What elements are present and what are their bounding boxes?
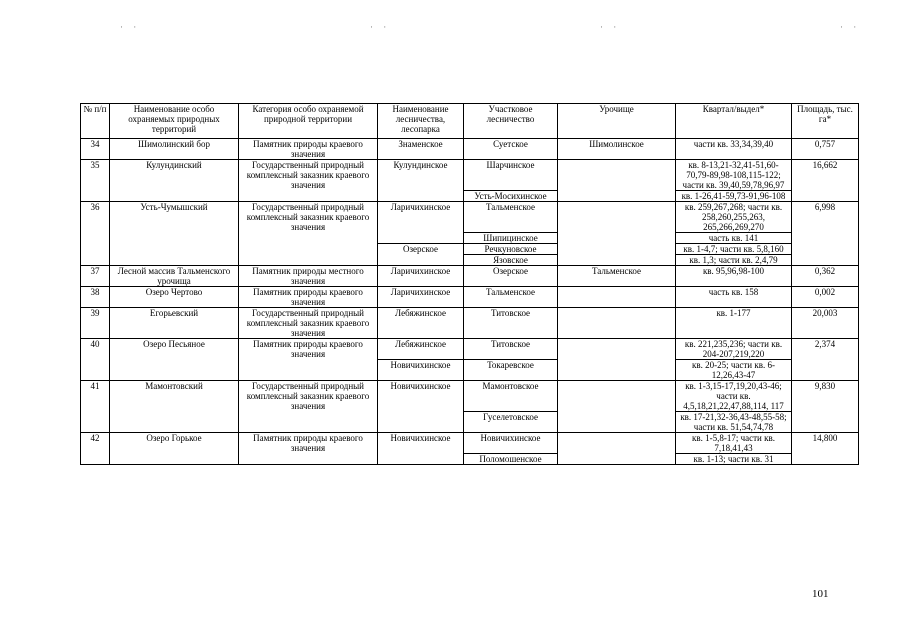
cell-area: 2,374 — [792, 339, 859, 381]
cell-quarter: кв. 1-26,41-59,73-91,96-108 — [676, 191, 792, 202]
cell-category: Государственный природный комплексный заказник краевого значения — [239, 308, 378, 339]
cell-forestry: Знаменское — [378, 139, 464, 160]
header-district: Участковое лесничество — [464, 104, 558, 139]
cell-forestry: Новичихинское — [378, 360, 464, 381]
cell-category: Памятник природы краевого значения — [239, 433, 378, 465]
cell-quarter: кв. 1,3; части кв. 2,4,79 — [676, 255, 792, 266]
scan-specks: · · · · · · · · — [120, 22, 861, 32]
header-area: Площадь, тыс. га* — [792, 104, 859, 139]
cell-forestry: Озерское — [378, 244, 464, 266]
table-row — [81, 139, 859, 160]
cell-category: Государственный природный комплексный заказник краевого значения — [239, 160, 378, 202]
header-forestry: Наименование лесничества, лесопарка — [378, 104, 464, 139]
cell-category: Государственный природный комплексный заказник краевого значения — [239, 202, 378, 266]
cell-num: 36 — [81, 202, 110, 266]
header-category: Категория особо охраняемой природной территории — [239, 104, 378, 139]
cell-district: Суетское — [464, 139, 558, 160]
table-row — [81, 308, 859, 339]
cell-district: Токаревское — [464, 360, 558, 381]
cell-quarter: кв. 1-13; части кв. 31 — [676, 454, 792, 465]
header-name: Наименование особо охраняемых природных территорий — [110, 104, 239, 139]
cell-forestry: Новичихинское — [378, 381, 464, 433]
table-row — [81, 287, 859, 308]
cell-quarter: кв. 20-25; части кв. 6-12,26,43-47 — [676, 360, 792, 381]
cell-area: 16,662 — [792, 160, 859, 202]
header-quarter: Квартал/выдел* — [676, 104, 792, 139]
cell-forestry: Ларичихинское — [378, 202, 464, 244]
cell-area: 20,003 — [792, 308, 859, 339]
cell-district: Гуселетовское — [464, 412, 558, 433]
cell-quarter: кв. 221,235,236; части кв. 204-207,219,220 — [676, 339, 792, 360]
table-row — [81, 160, 859, 191]
cell-district: Титовское — [464, 308, 558, 339]
cell-name: Шимолинский бор — [110, 139, 239, 160]
cell-area: 0,362 — [792, 266, 859, 287]
cell-quarter: часть кв. 141 — [676, 233, 792, 244]
cell-quarter: кв. 1-5,8-17; части кв. 7,18,41,43 — [676, 433, 792, 454]
cell-tract — [558, 381, 676, 433]
cell-forestry: Новичихинское — [378, 433, 464, 465]
cell-num: 38 — [81, 287, 110, 308]
cell-num: 40 — [81, 339, 110, 381]
cell-category: Памятник природы краевого значения — [239, 139, 378, 160]
cell-name: Мамонтовский — [110, 381, 239, 433]
header-num: № п/п — [81, 104, 110, 139]
cell-forestry: Ларичихинское — [378, 266, 464, 287]
cell-area: 6,998 — [792, 202, 859, 266]
cell-district: Шипицинское — [464, 233, 558, 244]
cell-quarter: кв. 259,267,268; части кв. 258,260,255,263, 265,266,269,270 — [676, 202, 792, 233]
cell-category: Памятник природы местного значения — [239, 266, 378, 287]
cell-num: 37 — [81, 266, 110, 287]
cell-quarter: кв. 1-3,15-17,19,20,43-46; части кв. 4,5,18,21,22,47,88,114, 117 — [676, 381, 792, 412]
page-number: 101 — [812, 588, 829, 600]
cell-quarter: части кв. 33,34,39,40 — [676, 139, 792, 160]
cell-forestry: Лебяжинское — [378, 339, 464, 360]
cell-area: 0,002 — [792, 287, 859, 308]
cell-name: Егорьевский — [110, 308, 239, 339]
cell-name: Усть-Чумышский — [110, 202, 239, 266]
cell-quarter: кв. 17-21,32-36,43-48,55-58; части кв. 51,54,74,78 — [676, 412, 792, 433]
cell-tract — [558, 202, 676, 266]
cell-tract: Тальменское — [558, 266, 676, 287]
cell-tract — [558, 160, 676, 202]
cell-category: Памятник природы краевого значения — [239, 287, 378, 308]
cell-num: 35 — [81, 160, 110, 202]
cell-tract — [558, 433, 676, 465]
cell-quarter: кв. 1-177 — [676, 308, 792, 339]
cell-district: Титовское — [464, 339, 558, 360]
cell-name: Озеро Чертово — [110, 287, 239, 308]
cell-name: Озеро Горькое — [110, 433, 239, 465]
protected-areas-table — [80, 103, 859, 465]
cell-num: 39 — [81, 308, 110, 339]
cell-num: 42 — [81, 433, 110, 465]
cell-district: Речкуновское — [464, 244, 558, 255]
header-tract: Урочище — [558, 104, 676, 139]
cell-quarter: часть кв. 158 — [676, 287, 792, 308]
cell-quarter: кв. 95,96,98-100 — [676, 266, 792, 287]
table-row — [81, 202, 859, 233]
cell-forestry: Лебяжинское — [378, 308, 464, 339]
cell-name: Кулундинский — [110, 160, 239, 202]
header-row — [81, 104, 859, 139]
cell-name: Лесной массив Тальменского урочища — [110, 266, 239, 287]
cell-area: 9,830 — [792, 381, 859, 433]
table-row — [81, 266, 859, 287]
cell-forestry: Ларичихинское — [378, 287, 464, 308]
cell-category: Государственный природный комплексный заказник краевого значения — [239, 381, 378, 433]
cell-district: Усть-Мосихинское — [464, 191, 558, 202]
cell-forestry: Кулундинское — [378, 160, 464, 202]
table-row — [81, 381, 859, 412]
cell-district: Тальменское — [464, 202, 558, 233]
cell-district: Новичихинское — [464, 433, 558, 454]
cell-area: 0,757 — [792, 139, 859, 160]
cell-tract — [558, 287, 676, 308]
cell-district: Шарчинское — [464, 160, 558, 191]
cell-tract — [558, 308, 676, 339]
cell-district: Поломошенское — [464, 454, 558, 465]
cell-district: Язовское — [464, 255, 558, 266]
cell-area: 14,800 — [792, 433, 859, 465]
cell-quarter: кв. 1-4,7; части кв. 5,8,160 — [676, 244, 792, 255]
table-row — [81, 339, 859, 360]
table-row — [81, 433, 859, 454]
cell-district: Озерское — [464, 266, 558, 287]
cell-name: Озеро Песьяное — [110, 339, 239, 381]
cell-district: Тальменское — [464, 287, 558, 308]
cell-num: 34 — [81, 139, 110, 160]
cell-num: 41 — [81, 381, 110, 433]
cell-district: Мамонтовское — [464, 381, 558, 412]
cell-quarter: кв. 8-13,21-32,41-51,60-70,79-89,98-108,115-122; части кв. 39,40,59,78,96,97 — [676, 160, 792, 191]
cell-tract: Шимолинское — [558, 139, 676, 160]
cell-category: Памятник природы краевого значения — [239, 339, 378, 381]
cell-tract — [558, 339, 676, 381]
